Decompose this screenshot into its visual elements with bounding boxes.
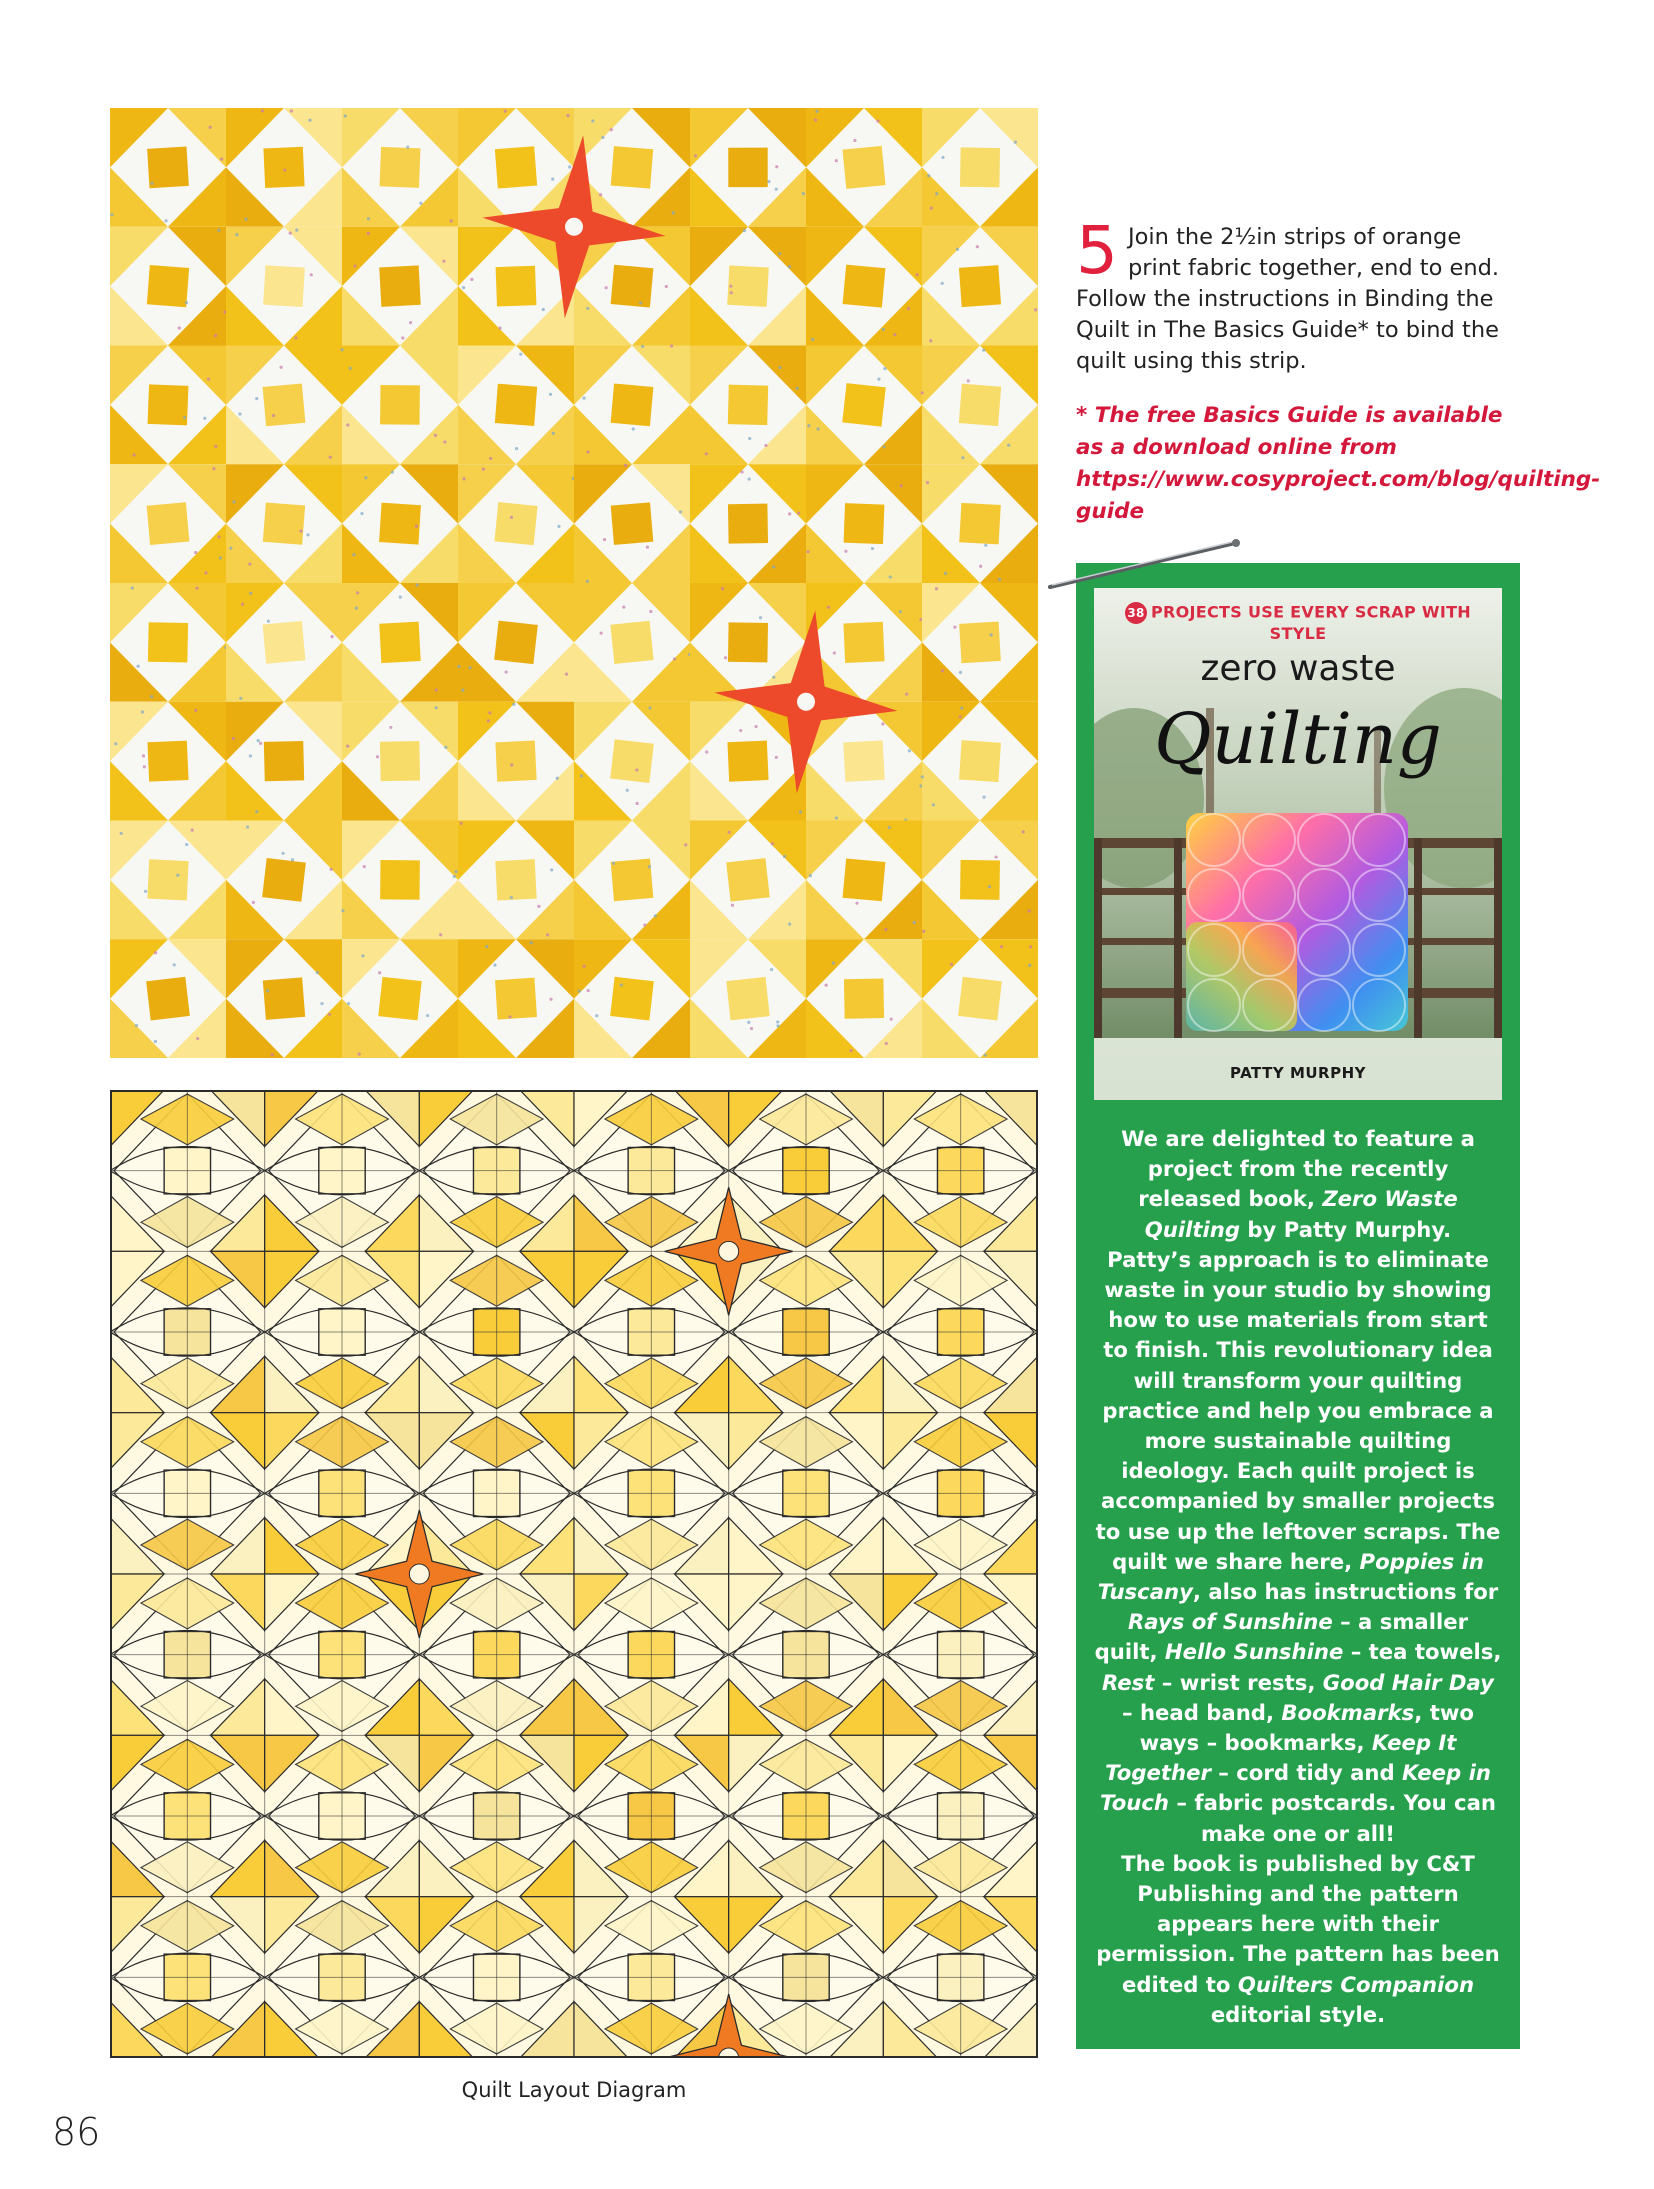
photo-block (226, 464, 342, 583)
photo-block (110, 108, 226, 227)
photo-block (226, 108, 342, 227)
photo-block (341, 821, 458, 940)
photo-block (574, 939, 690, 1058)
photo-block (690, 346, 806, 465)
book-title-reference: Hello Sunshine (1164, 1639, 1344, 1665)
photo-block (226, 227, 342, 346)
photo-block (342, 702, 458, 821)
photo-block (574, 702, 690, 821)
photo-block (806, 227, 922, 346)
photo-block (458, 702, 574, 821)
book-paragraph (1094, 1245, 1502, 1849)
quilt-photo (110, 108, 1038, 1058)
cover-title-line2: Quilting (1154, 698, 1442, 780)
photo-block (574, 464, 690, 583)
book-title-reference: Poppies in Tuscany (1097, 1548, 1484, 1605)
photo-block (342, 108, 458, 227)
book-text-run: The book is published by C&T Publishing and the pattern appears here with their permission. The pattern has been edited to (1096, 1850, 1500, 1997)
book-text-run: editorial style. (1210, 2001, 1386, 2027)
photo-block (342, 939, 458, 1058)
photo-block (922, 583, 1038, 702)
book-text-run: – fabric postcards. You can make one or all! (1169, 1790, 1496, 1846)
step-instruction (1076, 212, 1516, 377)
photo-block (574, 821, 690, 940)
book-title-reference: Quilters Companion (1237, 1971, 1475, 1997)
cover-banner-text: PROJECTS USE EVERY SCRAP WITH STYLE (1150, 602, 1471, 643)
book-text-run: – cord tidy and (1210, 1760, 1403, 1786)
photo-block (457, 583, 574, 702)
book-title-reference: Good Hair Day (1322, 1669, 1494, 1695)
book-paragraph (1094, 1124, 1502, 1245)
photo-block (690, 939, 806, 1058)
photo-block (458, 346, 574, 465)
photo-block (922, 464, 1038, 583)
cover-author: PATTY MURPHY (1229, 1064, 1367, 1082)
book-title-reference: Keep in Touch (1099, 1760, 1491, 1816)
book-title-reference: Zero Waste Quilting (1144, 1186, 1458, 1242)
photo-block (690, 108, 806, 227)
step-number: 5 (1076, 212, 1118, 289)
book-text-run: , also has instructions for (1192, 1579, 1499, 1605)
photo-block (921, 346, 1038, 465)
photo-block (806, 464, 922, 583)
book-text-run: , two ways – bookmarks, (1139, 1699, 1474, 1756)
book-text-run: – head band, (1122, 1699, 1282, 1725)
book-description (1094, 1124, 1502, 2030)
photo-block (922, 108, 1038, 227)
photo-block (806, 939, 922, 1058)
step-text: Join the 2½in strips of orange print fabric together, end to end. Follow the instructions in Binding the Quilt in The Basics Guide* to bind the quilt using this strip. (1076, 224, 1500, 374)
book-text-run: – a smaller quilt, (1094, 1609, 1469, 1665)
photo-block (458, 464, 575, 583)
photo-block (110, 464, 226, 583)
photo-block (690, 464, 806, 583)
book-text-run: We are delighted to feature a project from the recently released book, (1121, 1126, 1475, 1212)
diagram-caption: Quilt Layout Diagram (461, 2078, 687, 2102)
photo-block (110, 821, 226, 940)
photo-block (690, 227, 806, 346)
photo-block (342, 583, 458, 702)
book-text-run: Patty’s approach is to eliminate waste in your studio by showing how to use materials from start to finish. This revolutionary idea will transform your quilting practice and help you embrace a more sustainable quilting ideology. Each quilt project is accompanied by smaller projects to use up the leftover scraps. The quilt we share here, (1095, 1246, 1501, 1574)
photo-block (110, 702, 226, 821)
page-number: 86 (52, 2110, 101, 2154)
photo-block (690, 821, 806, 940)
photo-block (922, 227, 1038, 346)
photo-block (574, 583, 691, 702)
book-title-reference: Rays of Sunshine (1127, 1609, 1333, 1635)
book-cover (1094, 588, 1502, 1100)
photo-block (110, 346, 226, 465)
photo-block (110, 939, 226, 1058)
book-text-run: – wrist rests, (1154, 1669, 1323, 1695)
book-text-run: by Patty Murphy. (1240, 1216, 1452, 1242)
photo-block (226, 821, 342, 940)
pin-icon (1040, 535, 1245, 595)
book-paragraph (1094, 1849, 1502, 2030)
photo-block (458, 821, 574, 940)
photo-block (342, 227, 458, 346)
photo-block (922, 939, 1038, 1058)
photo-block (806, 108, 922, 227)
photo-block (226, 583, 342, 702)
cover-badge: 38 (1125, 602, 1147, 624)
photo-block (806, 821, 922, 940)
photo-block (110, 583, 228, 702)
photo-block (574, 344, 690, 464)
book-title-reference: Keep It Together (1105, 1730, 1457, 1786)
photo-block (922, 821, 1038, 940)
book-title-reference: Rest (1102, 1669, 1155, 1695)
quilt-layout-diagram (110, 1090, 1038, 2058)
photo-block (226, 346, 342, 465)
photo-block (921, 702, 1038, 821)
book-text-run: – tea towels, (1343, 1639, 1502, 1665)
basics-guide-note: * The free Basics Guide is available as a download online from https://www.cosyproject.com/blog/quilting-guide (1076, 403, 1601, 524)
photo-block (110, 227, 227, 346)
cover-banner (1094, 602, 1502, 643)
photo-block (340, 346, 458, 465)
photo-block (458, 939, 574, 1058)
photo-block (226, 939, 342, 1058)
photo-block (226, 702, 342, 821)
photo-block (806, 346, 922, 465)
photo-block (342, 464, 458, 583)
cover-title-line1: zero waste (1200, 648, 1396, 689)
book-title-reference: Bookmarks (1281, 1699, 1415, 1725)
